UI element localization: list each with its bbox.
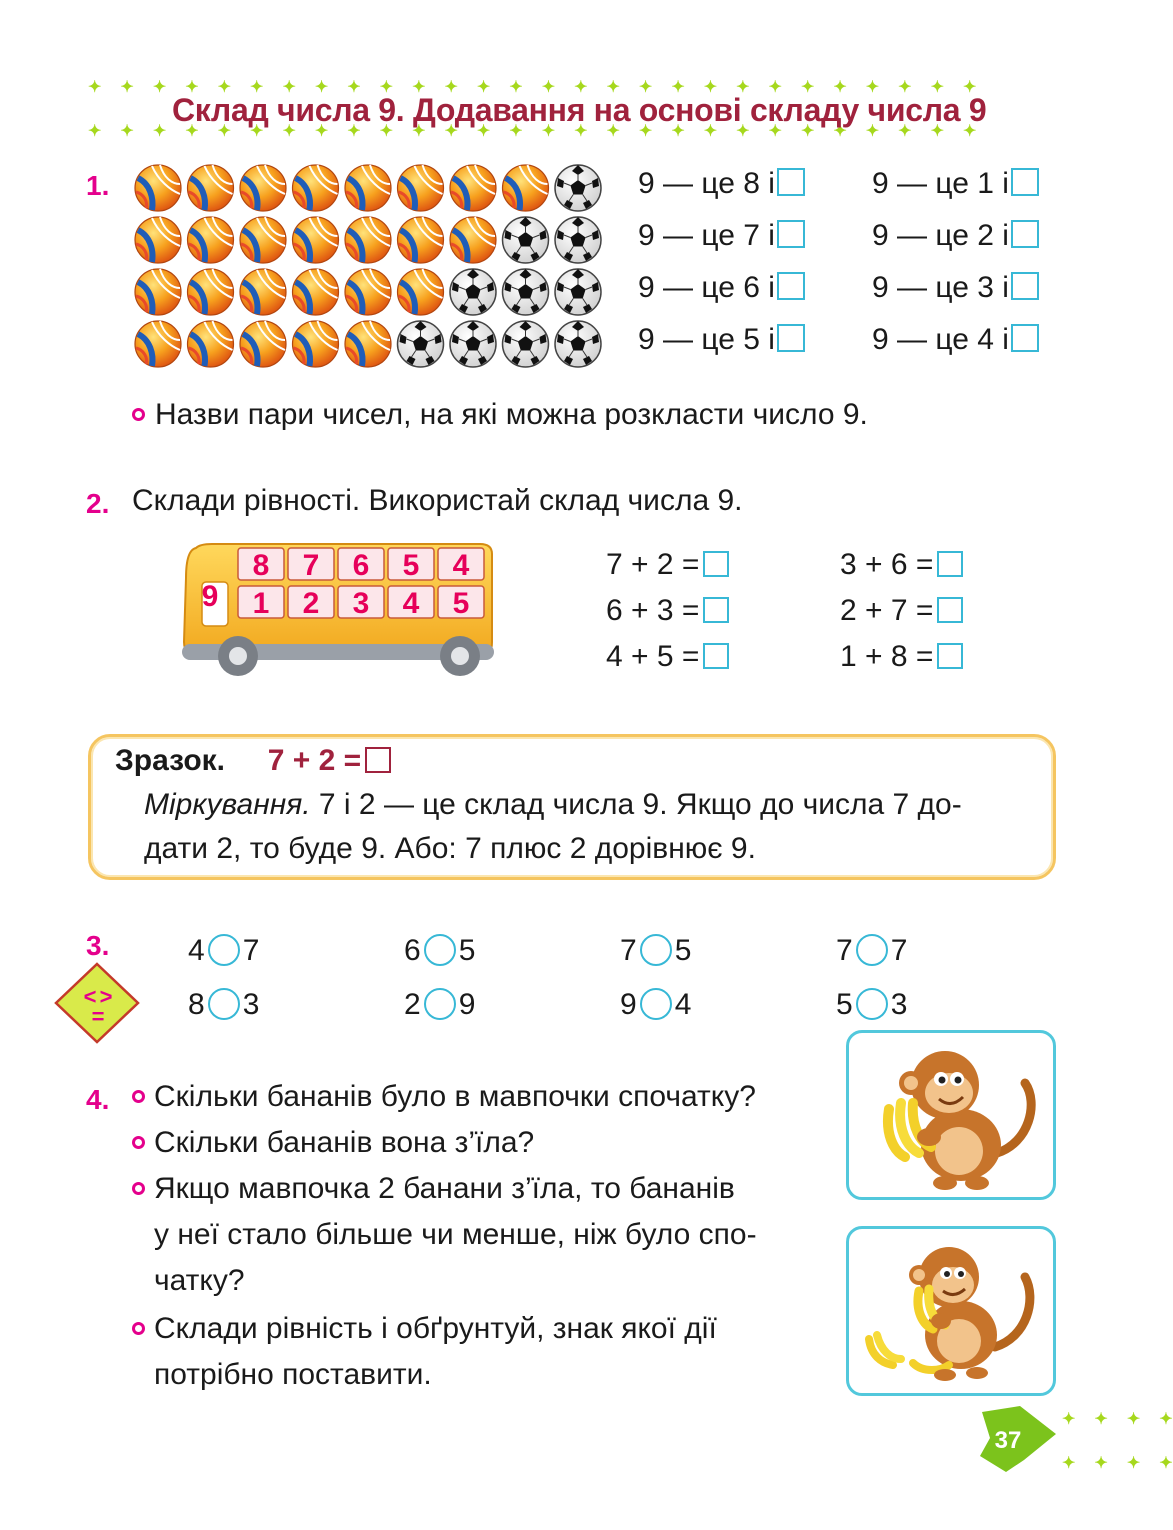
comparison-right: 9 [458, 988, 476, 1021]
sample-label: Зразок. [115, 744, 226, 777]
comparison-circle[interactable] [640, 988, 672, 1020]
task-3-number: 3. [86, 930, 110, 961]
comparison-circle[interactable] [856, 934, 888, 966]
bullet-icon [132, 1322, 145, 1335]
equation-text: 7 + 2 = [606, 548, 700, 581]
comparison-left: 8 [188, 988, 205, 1021]
equation-row [840, 550, 963, 596]
question-continuation: чатку? [154, 1264, 245, 1297]
page-number-badge [976, 1404, 1060, 1474]
question-text: Скільки бананів було в мавпочки спочатку? [154, 1080, 756, 1113]
comparison-circle[interactable] [856, 988, 888, 1020]
volleyball-icon [293, 165, 339, 211]
page-number: 37 [994, 1427, 1022, 1454]
decomposition-text: 9 — це 5 і [638, 323, 775, 356]
bus-window-number: 4 [452, 549, 470, 582]
decomposition-row [872, 324, 1039, 376]
decomposition-row [872, 272, 1039, 324]
decomposition-text: 9 — це 2 і [872, 219, 1009, 252]
soccer-ball-icon [555, 269, 601, 315]
comparison-left: 7 [836, 934, 853, 967]
bus-windows-top [238, 548, 484, 582]
volleyball-icon [293, 269, 339, 315]
equation-text: 6 + 3 = [606, 594, 700, 627]
comparison-left: 5 [836, 988, 853, 1021]
comparison-item [620, 934, 691, 966]
bus-window-number: 3 [352, 587, 370, 620]
bus-window-number: 1 [252, 587, 270, 620]
equation-text: 1 + 8 = [840, 640, 934, 673]
volleyball-icon [135, 217, 181, 263]
volleyball-icon [293, 321, 339, 367]
decomposition-row [638, 220, 805, 272]
sample-reasoning-line-2: дати 2, то буде 9. Або: 7 плюс 2 дорівнює 9. [144, 832, 756, 865]
answer-box[interactable] [777, 220, 805, 248]
comparison-circle[interactable] [424, 988, 456, 1020]
volleyball-icon [345, 217, 391, 263]
comparison-circle[interactable] [208, 988, 240, 1020]
volleyball-icon [345, 321, 391, 367]
comparison-circle[interactable] [208, 934, 240, 966]
answer-box[interactable] [937, 597, 963, 623]
bus-window-number: 5 [452, 587, 470, 620]
bus-wheel-front [218, 636, 258, 676]
equation-row [606, 596, 729, 642]
comparison-item [404, 988, 475, 1020]
bullet-icon [132, 1182, 145, 1195]
monkey-ate-bananas-image [849, 1229, 1053, 1393]
question-continuation: потрібно поставити. [154, 1358, 432, 1391]
bus-window-number: 6 [352, 549, 370, 582]
answer-box[interactable] [703, 643, 729, 669]
decomposition-text: 9 — це 6 і [638, 271, 775, 304]
volleyball-icon [503, 165, 549, 211]
bus-window-number: 4 [402, 587, 420, 620]
task-2-left-equations [606, 550, 729, 688]
decomposition-row [638, 168, 805, 220]
page-title: Склад числа 9. Додавання на основі складу числа 9 [172, 92, 987, 128]
answer-box[interactable] [937, 643, 963, 669]
monkey-picture-frame-2 [846, 1226, 1056, 1396]
soccer-ball-icon [503, 269, 549, 315]
task-4-question [132, 1082, 756, 1112]
bus-total: 9 [201, 580, 219, 613]
comparison-right: 5 [674, 934, 692, 967]
decomposition-text: 9 — це 8 і [638, 167, 775, 200]
sample-reasoning-line-1 [144, 790, 962, 820]
equation-row [606, 550, 729, 596]
task-4-number: 4. [86, 1084, 110, 1115]
comparison-item [404, 934, 475, 966]
decomposition-row [872, 168, 1039, 220]
answer-box[interactable] [1011, 272, 1039, 300]
monkey-with-bananas-image [849, 1033, 1053, 1197]
task-1-prompt-line [132, 400, 868, 430]
bullet-icon [132, 1136, 145, 1149]
task-2-right-equations [840, 550, 963, 688]
task-1-right-column [872, 168, 1039, 376]
task-4-question [132, 1174, 735, 1204]
soccer-ball-icon [450, 269, 496, 315]
bus-illustration [182, 538, 496, 678]
comparison-signs-icon [54, 962, 140, 1044]
comparison-item [188, 988, 259, 1020]
comparison-item [836, 988, 907, 1020]
volleyball-icon [188, 217, 234, 263]
reasoning-label: Міркування. [144, 788, 311, 821]
volleyball-icon [293, 217, 339, 263]
comparison-right: 5 [458, 934, 476, 967]
monkey-picture-frame-1 [846, 1030, 1056, 1200]
soccer-ball-icon [503, 217, 549, 263]
question-text: Скільки бананів вона з’їла? [154, 1126, 535, 1159]
soccer-ball-icon [555, 321, 601, 367]
decomposition-text: 9 — це 3 і [872, 271, 1009, 304]
comparison-left: 9 [620, 988, 637, 1021]
top-decoration-row-2: ✦ ✦ ✦ ✦ ✦ ✦ ✦ ✦ ✦ ✦ ✦ ✦ ✦ ✦ ✦ ✦ ✦ ✦ ✦ ✦ ✦ ✦ ✦ ✦ ✦ ✦ ✦ ✦ [88, 123, 977, 140]
bullet-icon [132, 408, 145, 421]
less-than-sign: < [83, 984, 97, 1009]
volleyball-icon [398, 269, 444, 315]
volleyball-icon [135, 269, 181, 315]
volleyball-icon [345, 165, 391, 211]
equation-text: 3 + 6 = [840, 548, 934, 581]
volleyball-icon [135, 165, 181, 211]
soccer-ball-icon [555, 165, 601, 211]
volleyball-icon [135, 321, 181, 367]
task-4-question [132, 1128, 534, 1158]
volleyball-icon [188, 165, 234, 211]
soccer-ball-icon [503, 321, 549, 367]
decomposition-row [638, 272, 805, 324]
volleyball-icon [240, 269, 286, 315]
soccer-ball-icon [555, 217, 601, 263]
answer-box[interactable] [1011, 168, 1039, 196]
answer-box[interactable] [777, 272, 805, 300]
comparison-right: 7 [890, 934, 908, 967]
sample-answer-box[interactable] [365, 747, 391, 773]
task-2-number: 2. [86, 488, 110, 519]
comparison-circle[interactable] [424, 934, 456, 966]
volleyball-icon [188, 321, 234, 367]
top-decoration-row-1: ✦ ✦ ✦ ✦ ✦ ✦ ✦ ✦ ✦ ✦ ✦ ✦ ✦ ✦ ✦ ✦ ✦ ✦ ✦ ✦ ✦ ✦ ✦ ✦ ✦ ✦ ✦ ✦ [88, 79, 977, 96]
bus-windows-bottom [238, 586, 484, 620]
decomposition-text: 9 — це 4 і [872, 323, 1009, 356]
volleyball-icon [450, 165, 496, 211]
answer-box[interactable] [1011, 324, 1039, 352]
bus-window-number: 2 [302, 587, 320, 620]
sample-header [115, 746, 391, 776]
question-text: Склади рівність і обґрунтуй, знак якої дії [154, 1312, 717, 1345]
decomposition-row [872, 220, 1039, 272]
comparison-right: 3 [890, 988, 908, 1021]
volleyball-icon [398, 217, 444, 263]
comparison-right: 3 [242, 988, 260, 1021]
decomposition-text: 9 — це 1 і [872, 167, 1009, 200]
comparison-right: 4 [674, 988, 692, 1021]
answer-box[interactable] [937, 551, 963, 577]
volleyball-icon [240, 321, 286, 367]
answer-box[interactable] [777, 324, 805, 352]
volleyball-icon [345, 269, 391, 315]
question-continuation: у неї стало більше чи менше, ніж було спо- [154, 1218, 757, 1251]
bus-window-number: 7 [302, 549, 320, 582]
comparison-circle[interactable] [640, 934, 672, 966]
answer-box[interactable] [703, 551, 729, 577]
reasoning-text-1: 7 і 2 — це склад числа 9. Якщо до числа 7 до- [310, 788, 962, 821]
soccer-ball-icon [398, 321, 444, 367]
bullet-icon [132, 1090, 145, 1103]
answer-box[interactable] [1011, 220, 1039, 248]
task-1-left-column [638, 168, 805, 376]
bottom-decoration-row-2: ✦ ✦ ✦ ✦ [1062, 1455, 1173, 1472]
task-2-instruction: Склади рівності. Використай склад числа 9. [132, 484, 743, 517]
volleyball-icon [240, 165, 286, 211]
volleyball-icon [398, 165, 444, 211]
task-4-question [132, 1314, 717, 1344]
sample-equation: 7 + 2 = [267, 744, 362, 777]
equation-text: 4 + 5 = [606, 640, 700, 673]
answer-box[interactable] [777, 168, 805, 196]
bus-window-number: 5 [402, 549, 420, 582]
equals-sign: = [91, 1004, 105, 1029]
comparison-item [188, 934, 259, 966]
volleyball-icon [188, 269, 234, 315]
comparison-right: 7 [242, 934, 260, 967]
comparison-left: 6 [404, 934, 421, 967]
task-1-prompt: Назви пари чисел, на які можна розкласти число 9. [155, 398, 868, 431]
comparison-item [836, 934, 907, 966]
comparison-left: 2 [404, 988, 421, 1021]
equation-text: 2 + 7 = [840, 594, 934, 627]
soccer-ball-icon [450, 321, 496, 367]
equation-row [606, 642, 729, 688]
volleyball-icon [450, 217, 496, 263]
question-text: Якщо мавпочка 2 банани з’їла, то бананів [154, 1172, 735, 1205]
bottom-decoration-row-1: ✦ ✦ ✦ ✦ [1062, 1411, 1173, 1428]
equation-row [840, 642, 963, 688]
decomposition-text: 9 — це 7 і [638, 219, 775, 252]
bus-wheel-rear [440, 636, 480, 676]
comparison-left: 4 [188, 934, 205, 967]
task-1-number: 1. [86, 170, 110, 201]
answer-box[interactable] [703, 597, 729, 623]
decomposition-row [638, 324, 805, 376]
bus-window-number: 8 [252, 549, 270, 582]
equation-row [840, 596, 963, 642]
ball-grid [134, 164, 610, 374]
comparison-item [620, 988, 691, 1020]
greater-than-sign: > [99, 984, 113, 1009]
comparison-left: 7 [620, 934, 637, 967]
volleyball-icon [240, 217, 286, 263]
